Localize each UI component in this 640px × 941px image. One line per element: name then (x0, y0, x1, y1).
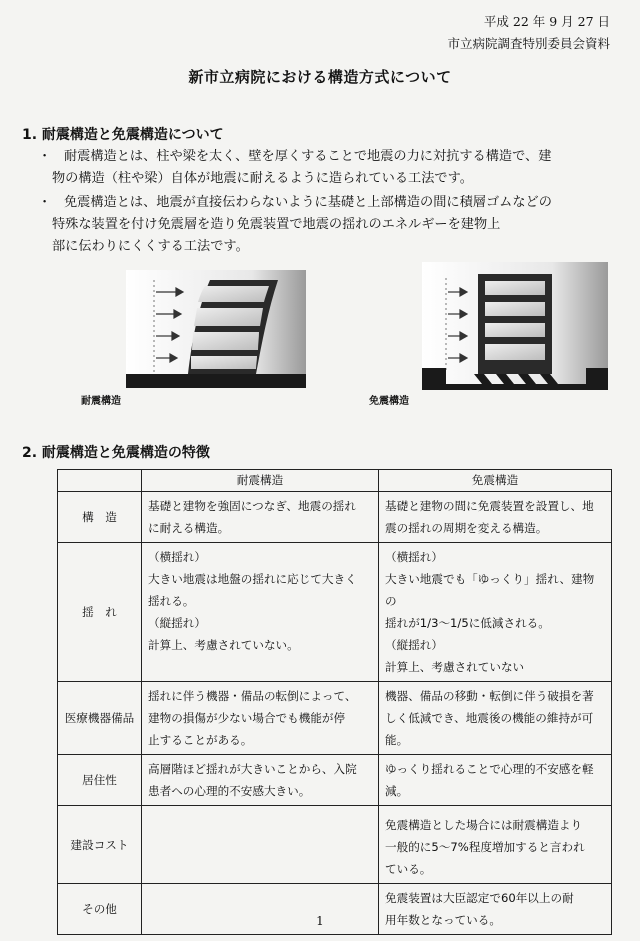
bullet-mark: ・ (38, 149, 52, 164)
cell-line: 大きい地震でも「ゆっくり」揺れ、建物の (385, 572, 595, 608)
cell-line: 能。 (385, 733, 409, 747)
row-label: その他 (58, 884, 142, 935)
bullet-line: 物の構造（柱や梁）自体が地震に耐えるように造られている工法です。 (52, 171, 473, 186)
cell-line: 用年数となっている。 (385, 913, 501, 927)
table-row (58, 682, 612, 755)
cell-line: 止することがある。 (148, 733, 253, 747)
cell-line: 免震構造とした場合には耐震構造より (385, 818, 583, 832)
cell-line: 基礎と建物を強固につなぎ、地震の揺れ (148, 499, 356, 513)
bullet-line: 免震構造とは、地震が直接伝わらないように基礎と上部構造の間に積層ゴムなどの (64, 195, 552, 210)
table-cell (142, 492, 379, 543)
row-label: 居住性 (58, 755, 142, 806)
cell-line: 患者への心理的不安感大きい。 (148, 784, 311, 798)
table-row (58, 806, 612, 884)
table-row (58, 543, 612, 682)
bullet-line: 部に伝わりにくくする工法です。 (52, 239, 249, 254)
bullet-line: 耐震構造とは、柱や梁を太く、壁を厚くすることで地震の力に対抗する構造で、建 (64, 149, 552, 164)
document-organization: 市立病院調査特別委員会資料 (447, 36, 610, 51)
row-label: 構 造 (58, 492, 142, 543)
cell-line: （横揺れ） (148, 550, 206, 564)
table-header-row (58, 470, 612, 492)
figure-label-seismic-resistant: 耐震構造 (81, 396, 121, 407)
row-label: 建設コスト (58, 806, 142, 884)
row-label: 揺 れ (58, 543, 142, 682)
table-cell (379, 682, 612, 755)
cell-line: 一般的に5～7%程度増加すると言われ (385, 840, 585, 854)
table-cell (379, 755, 612, 806)
table-cell (379, 806, 612, 884)
cell-line: 高層階ほど揺れが大きいことから、入院 (148, 762, 357, 776)
cell-line: 計算上、考慮されていない。 (148, 638, 299, 652)
bullet-base-isolated (38, 192, 620, 258)
table-cell (379, 543, 612, 682)
cell-line: 建物の損傷が少ない場合でも機能が停 (148, 711, 346, 725)
cell-line: しく低減でき、地震後の機能の維持が可 (385, 711, 594, 725)
table-cell (379, 492, 612, 543)
cell-line: 減。 (385, 784, 409, 798)
bullet-seismic-resistant (38, 146, 620, 190)
table-header-seismic-resistant: 耐震構造 (142, 470, 379, 492)
cell-line: 計算上、考慮されていない (385, 660, 525, 674)
bullet-line: 特殊な装置を付け免震層を造り免震装置で地震の揺れのエネルギーを建物上 (52, 217, 501, 232)
table-cell (142, 543, 379, 682)
cell-line: 機器、備品の移動・転倒に伴う破損を著 (385, 689, 594, 703)
cell-line: に耐える構造。 (148, 521, 230, 535)
cell-line: 揺れに伴う機器・備品の転倒によって、 (148, 689, 357, 703)
table-header-empty (58, 470, 142, 492)
table-header-base-isolated: 免震構造 (379, 470, 612, 492)
cell-line: （縦揺れ） (148, 616, 206, 630)
cell-line: 基礎と建物の間に免震装置を設置し、地 (385, 499, 594, 513)
base-isolated-diagram (422, 262, 608, 394)
table-row (58, 755, 612, 806)
cell-line: （縦揺れ） (385, 638, 443, 652)
cell-line: 震の揺れの周期を変える構造。 (385, 521, 548, 535)
cell-line: （横揺れ） (385, 550, 443, 564)
document-date: 平成 22 年 9 月 27 日 (483, 14, 610, 29)
seismic-resistant-diagram (126, 270, 306, 395)
cell-line: 揺れが1/3～1/5に低減される。 (385, 616, 550, 630)
table-cell (142, 682, 379, 755)
cell-line: ゆっくり揺れることで心理的不安感を軽 (385, 762, 594, 776)
cell-line: ている。 (385, 862, 432, 876)
section-2-heading: 2. 耐震構造と免震構造の特徴 (22, 445, 210, 461)
table-cell (142, 755, 379, 806)
cell-line: 大きい地震は地盤の揺れに応じて大きく (148, 572, 357, 586)
page-number: 1 (316, 914, 324, 928)
cell-line: 免震装置は大臣認定で60年以上の耐 (385, 891, 574, 905)
figure-label-base-isolated: 免震構造 (369, 396, 409, 407)
table-row (58, 492, 612, 543)
section-1-heading: 1. 耐震構造と免震構造について (22, 127, 224, 143)
cell-line: 揺れる。 (148, 594, 195, 608)
table-cell-empty (142, 806, 379, 884)
comparison-table (57, 469, 612, 935)
page-title: 新市立病院における構造方式について (188, 68, 452, 86)
bullet-mark: ・ (38, 195, 52, 210)
row-label: 医療機器備品 (58, 682, 142, 755)
